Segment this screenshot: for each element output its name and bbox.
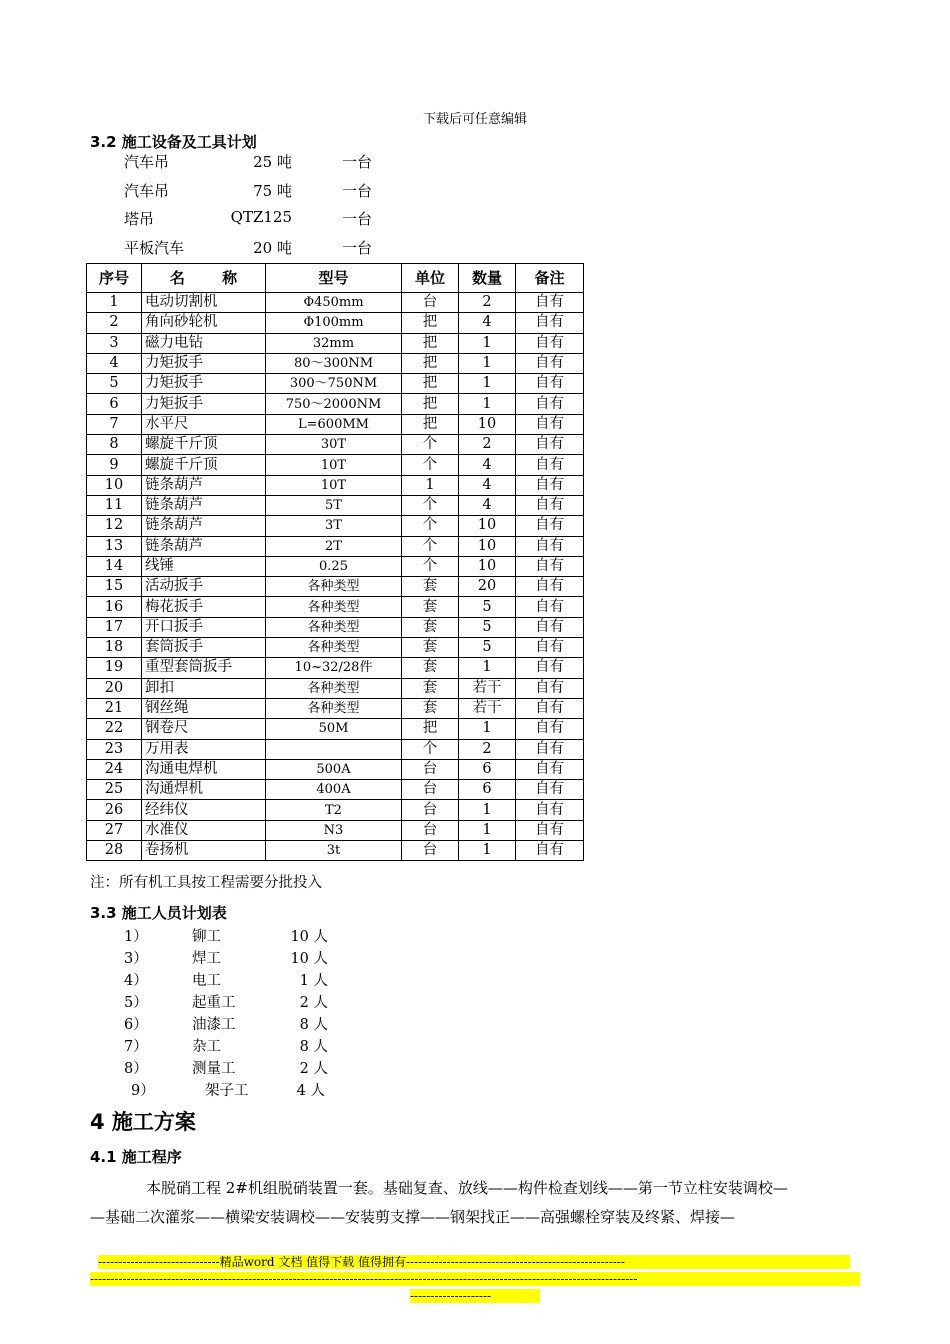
tool-qty: 4	[459, 455, 516, 475]
row-index: 28	[87, 841, 142, 861]
staff-index: 1）	[124, 929, 148, 945]
table-row	[87, 739, 584, 759]
tool-name: 水准仪	[142, 820, 266, 840]
tool-name: 力矩扳手	[142, 353, 266, 373]
equipment-spec: QTZ125	[230, 208, 292, 226]
tool-model: 10T	[266, 455, 402, 475]
staff-count: 4 人	[296, 1083, 325, 1099]
tool-unit: 台	[402, 759, 459, 779]
staff-role: 起重工	[192, 995, 236, 1011]
tool-unit: 把	[402, 719, 459, 739]
tool-model: 80～300NM	[266, 353, 402, 373]
tool-remark: 自有	[516, 293, 584, 313]
tool-qty: 10	[459, 516, 516, 536]
tool-name: 线锤	[142, 556, 266, 576]
header-note: 下载后可任意编辑	[422, 112, 527, 127]
table-row	[87, 374, 584, 394]
tool-unit: 个	[402, 435, 459, 455]
staff-count: 1 人	[299, 973, 328, 989]
tool-name: 沟通电焊机	[142, 759, 266, 779]
table-row	[87, 638, 584, 658]
tool-name: 链条葫芦	[142, 475, 266, 495]
tool-remark: 自有	[516, 678, 584, 698]
tool-qty: 2	[459, 435, 516, 455]
tool-unit: 个	[402, 495, 459, 515]
tool-model: 10~32/28件	[266, 658, 402, 678]
tool-name: 链条葫芦	[142, 516, 266, 536]
tool-unit: 把	[402, 414, 459, 434]
staff-index: 4）	[124, 973, 148, 989]
section-4-title: 4 施工方案	[90, 1110, 196, 1134]
tool-name: 沟通焊机	[142, 780, 266, 800]
table-row	[87, 759, 584, 779]
tool-unit: 套	[402, 638, 459, 658]
row-index: 21	[87, 698, 142, 718]
staff-role: 架子工	[205, 1083, 249, 1099]
tool-model: 0.25	[266, 556, 402, 576]
tool-unit: 个	[402, 556, 459, 576]
col-header-index: 序号	[87, 264, 142, 293]
tool-remark: 自有	[516, 495, 584, 515]
col-header-qty: 数量	[459, 264, 516, 293]
table-row	[87, 556, 584, 576]
tool-model: 50M	[266, 719, 402, 739]
tool-model: 500A	[266, 759, 402, 779]
table-row	[87, 698, 584, 718]
tool-remark: 自有	[516, 841, 584, 861]
row-index: 14	[87, 556, 142, 576]
table-row	[87, 455, 584, 475]
tool-remark: 自有	[516, 455, 584, 475]
tool-name: 开口扳手	[142, 617, 266, 637]
tool-unit: 套	[402, 698, 459, 718]
row-index: 25	[87, 780, 142, 800]
row-index: 16	[87, 597, 142, 617]
tool-remark: 自有	[516, 739, 584, 759]
tool-unit: 把	[402, 394, 459, 414]
tool-model: 32mm	[266, 333, 402, 353]
staff-count: 2 人	[299, 995, 328, 1011]
table-row	[87, 597, 584, 617]
tool-qty: 20	[459, 577, 516, 597]
table-row	[87, 658, 584, 678]
tool-qty: 1	[459, 841, 516, 861]
table-row	[87, 617, 584, 637]
tool-model: 10T	[266, 475, 402, 495]
tool-remark: 自有	[516, 800, 584, 820]
tool-remark: 自有	[516, 516, 584, 536]
col-header-model: 型号	[266, 264, 402, 293]
col-header-remark: 备注	[516, 264, 584, 293]
tool-remark: 自有	[516, 759, 584, 779]
tool-qty: 1	[459, 394, 516, 414]
row-index: 22	[87, 719, 142, 739]
tool-name: 卷扬机	[142, 841, 266, 861]
tool-qty: 4	[459, 313, 516, 333]
table-row	[87, 516, 584, 536]
tool-unit: 把	[402, 333, 459, 353]
equipment-qty: 一台	[342, 210, 373, 228]
tool-unit: 个	[402, 455, 459, 475]
tool-qty: 1	[459, 719, 516, 739]
staff-count: 8 人	[299, 1039, 328, 1055]
tool-remark: 自有	[516, 353, 584, 373]
row-index: 3	[87, 333, 142, 353]
row-index: 13	[87, 536, 142, 556]
equipment-spec: 25 吨	[253, 153, 292, 171]
row-index: 23	[87, 739, 142, 759]
row-index: 8	[87, 435, 142, 455]
tool-name: 磁力电钻	[142, 333, 266, 353]
staff-role: 杂工	[192, 1039, 221, 1055]
table-row	[87, 394, 584, 414]
footer-banner-line-2: ---------------------------------------------------------------------------------------------------------------------------------------	[90, 1272, 860, 1286]
row-index: 4	[87, 353, 142, 373]
staff-index: 6）	[124, 1017, 148, 1033]
tool-unit: 套	[402, 678, 459, 698]
row-index: 27	[87, 820, 142, 840]
row-index: 15	[87, 577, 142, 597]
table-row	[87, 800, 584, 820]
row-index: 5	[87, 374, 142, 394]
row-index: 7	[87, 414, 142, 434]
tool-remark: 自有	[516, 658, 584, 678]
tool-remark: 自有	[516, 333, 584, 353]
row-index: 19	[87, 658, 142, 678]
paragraph-line-2: —基础二次灌浆——横梁安装调校——安装剪支撑——钢架找正——高强螺栓穿装及终紧、焊接—	[90, 1208, 736, 1226]
row-index: 20	[87, 678, 142, 698]
tool-model: 5T	[266, 495, 402, 515]
col-header-unit: 单位	[402, 264, 459, 293]
tool-unit: 套	[402, 617, 459, 637]
tool-name: 钢丝绳	[142, 698, 266, 718]
row-index: 17	[87, 617, 142, 637]
tool-name: 卸扣	[142, 678, 266, 698]
paragraph-line-1: 本脱硝工程 2#机组脱硝装置一套。基础复查、放线——构件检查划线——第一节立柱安装调校—	[146, 1179, 788, 1197]
staff-role: 测量工	[192, 1061, 236, 1077]
tool-remark: 自有	[516, 617, 584, 637]
equipment-name: 汽车吊	[124, 153, 170, 171]
tool-qty: 5	[459, 638, 516, 658]
row-index: 24	[87, 759, 142, 779]
tool-unit: 个	[402, 739, 459, 759]
equipment-qty: 一台	[342, 239, 373, 257]
table-row	[87, 536, 584, 556]
tool-name: 重型套筒扳手	[142, 658, 266, 678]
tool-remark: 自有	[516, 556, 584, 576]
tool-unit: 把	[402, 313, 459, 333]
tools-table-body	[87, 293, 584, 861]
equipment-name: 汽车吊	[124, 182, 170, 200]
tool-name: 力矩扳手	[142, 374, 266, 394]
tool-model: 3T	[266, 516, 402, 536]
tool-qty: 若干	[459, 698, 516, 718]
tool-qty: 5	[459, 597, 516, 617]
section-3-3-title: 3.3 施工人员计划表	[90, 904, 227, 922]
tool-remark: 自有	[516, 313, 584, 333]
tool-qty: 4	[459, 495, 516, 515]
table-note: 注：所有机工具按工程需要分批投入	[90, 875, 322, 891]
tool-name: 钢卷尺	[142, 719, 266, 739]
tool-qty: 10	[459, 556, 516, 576]
tool-name: 螺旋千斤顶	[142, 455, 266, 475]
table-row	[87, 841, 584, 861]
tool-model: 各种类型	[266, 577, 402, 597]
section-4-1-title: 4.1 施工程序	[90, 1148, 182, 1166]
tool-name: 链条葫芦	[142, 536, 266, 556]
tool-unit: 套	[402, 577, 459, 597]
equipment-spec: 20 吨	[253, 239, 292, 257]
tool-remark: 自有	[516, 374, 584, 394]
row-index: 10	[87, 475, 142, 495]
tool-unit: 个	[402, 516, 459, 536]
tool-remark: 自有	[516, 597, 584, 617]
tool-unit: 把	[402, 374, 459, 394]
tool-model: 3t	[266, 841, 402, 861]
tool-name: 力矩扳手	[142, 394, 266, 414]
staff-count: 10 人	[290, 929, 328, 945]
equipment-qty: 一台	[342, 182, 373, 200]
tool-qty: 5	[459, 617, 516, 637]
tool-remark: 自有	[516, 820, 584, 840]
tool-unit: 台	[402, 780, 459, 800]
tool-name: 电动切割机	[142, 293, 266, 313]
table-row	[87, 435, 584, 455]
table-row	[87, 333, 584, 353]
equipment-qty: 一台	[342, 153, 373, 171]
table-row	[87, 414, 584, 434]
tool-qty: 1	[459, 353, 516, 373]
staff-index: 8）	[124, 1061, 148, 1077]
tool-remark: 自有	[516, 414, 584, 434]
table-header-row	[87, 264, 584, 293]
tool-remark: 自有	[516, 536, 584, 556]
tools-table	[86, 263, 584, 861]
tool-model: T2	[266, 800, 402, 820]
table-row	[87, 495, 584, 515]
equipment-name: 塔吊	[124, 210, 155, 228]
tool-qty: 1	[459, 820, 516, 840]
tool-model: Φ450mm	[266, 293, 402, 313]
tool-model: Φ100mm	[266, 313, 402, 333]
tool-model: 各种类型	[266, 597, 402, 617]
tool-unit: 台	[402, 800, 459, 820]
tool-model: 各种类型	[266, 698, 402, 718]
tool-model: 各种类型	[266, 617, 402, 637]
tool-unit: 个	[402, 536, 459, 556]
tool-qty: 10	[459, 414, 516, 434]
equipment-spec: 75 吨	[253, 182, 292, 200]
staff-index: 5）	[124, 995, 148, 1011]
tool-unit: 台	[402, 820, 459, 840]
staff-index: 3）	[124, 951, 148, 967]
tool-qty: 若干	[459, 678, 516, 698]
table-row	[87, 719, 584, 739]
tool-name: 套筒扳手	[142, 638, 266, 658]
tool-unit: 台	[402, 841, 459, 861]
row-index: 11	[87, 495, 142, 515]
table-row	[87, 313, 584, 333]
table-row	[87, 780, 584, 800]
row-index: 12	[87, 516, 142, 536]
table-row	[87, 353, 584, 373]
tool-model: 各种类型	[266, 678, 402, 698]
tool-remark: 自有	[516, 698, 584, 718]
staff-role: 电工	[192, 973, 221, 989]
row-index: 6	[87, 394, 142, 414]
tool-qty: 1	[459, 333, 516, 353]
staff-count: 2 人	[299, 1061, 328, 1077]
tool-qty: 4	[459, 475, 516, 495]
table-row	[87, 678, 584, 698]
tool-remark: 自有	[516, 475, 584, 495]
tool-qty: 2	[459, 739, 516, 759]
table-row	[87, 293, 584, 313]
staff-index: 7）	[124, 1039, 148, 1055]
tool-remark: 自有	[516, 394, 584, 414]
col-header-name: 名 称	[142, 264, 266, 293]
table-row	[87, 577, 584, 597]
tool-name: 活动扳手	[142, 577, 266, 597]
row-index: 1	[87, 293, 142, 313]
tool-remark: 自有	[516, 638, 584, 658]
section-3-2-title: 3.2 施工设备及工具计划	[90, 133, 257, 151]
tool-qty: 6	[459, 759, 516, 779]
tool-unit: 1	[402, 475, 459, 495]
row-index: 18	[87, 638, 142, 658]
tool-model: 30T	[266, 435, 402, 455]
staff-role: 油漆工	[192, 1017, 236, 1033]
tool-model: 400A	[266, 780, 402, 800]
row-index: 26	[87, 800, 142, 820]
tool-qty: 1	[459, 374, 516, 394]
tool-qty: 10	[459, 536, 516, 556]
row-index: 2	[87, 313, 142, 333]
tool-remark: 自有	[516, 719, 584, 739]
tool-unit: 把	[402, 353, 459, 373]
table-row	[87, 820, 584, 840]
staff-role: 焊工	[192, 951, 221, 967]
tool-name: 链条葫芦	[142, 495, 266, 515]
tool-model	[266, 739, 402, 759]
tool-unit: 套	[402, 658, 459, 678]
tool-model: N3	[266, 820, 402, 840]
tool-name: 角向砂轮机	[142, 313, 266, 333]
tool-unit: 台	[402, 293, 459, 313]
footer-banner-line-1: ------------------------------精品word 文档 值得下载 值得拥有------------------------------------------------------	[98, 1255, 850, 1269]
tool-model: L=600MM	[266, 414, 402, 434]
staff-count: 10 人	[290, 951, 328, 967]
tool-model: 300～750NM	[266, 374, 402, 394]
tool-qty: 2	[459, 293, 516, 313]
staff-count: 8 人	[299, 1017, 328, 1033]
tool-model: 2T	[266, 536, 402, 556]
tool-remark: 自有	[516, 577, 584, 597]
tool-qty: 1	[459, 658, 516, 678]
tool-unit: 套	[402, 597, 459, 617]
tool-model: 各种类型	[266, 638, 402, 658]
footer-banner-line-3: --------------------	[410, 1289, 540, 1303]
tool-remark: 自有	[516, 435, 584, 455]
tool-name: 螺旋千斤顶	[142, 435, 266, 455]
table-row	[87, 475, 584, 495]
tool-name: 万用表	[142, 739, 266, 759]
staff-index: 9）	[131, 1083, 155, 1099]
staff-role: 铆工	[192, 929, 221, 945]
tool-model: 750～2000NM	[266, 394, 402, 414]
tool-name: 水平尺	[142, 414, 266, 434]
row-index: 9	[87, 455, 142, 475]
tool-remark: 自有	[516, 780, 584, 800]
tool-qty: 1	[459, 800, 516, 820]
tool-qty: 6	[459, 780, 516, 800]
equipment-name: 平板汽车	[124, 239, 185, 257]
tool-name: 经纬仪	[142, 800, 266, 820]
tool-name: 梅花扳手	[142, 597, 266, 617]
